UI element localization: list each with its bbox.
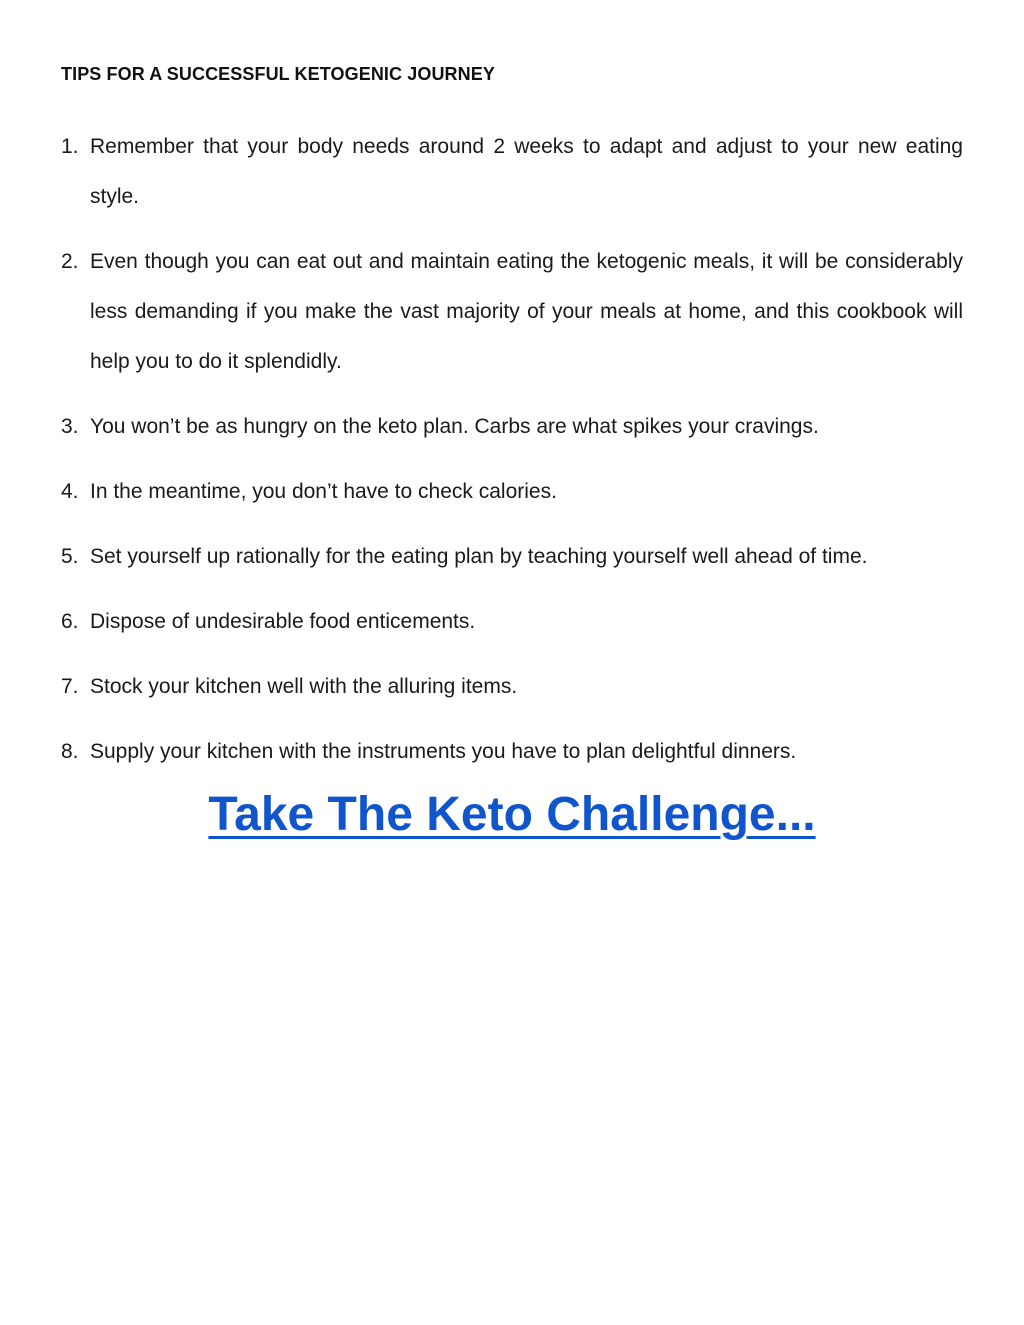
list-item bbox=[61, 122, 963, 222]
tips-list bbox=[61, 122, 963, 792]
list-item bbox=[61, 727, 963, 777]
list-item-number: 8. bbox=[61, 740, 79, 763]
list-item-number: 3. bbox=[61, 415, 79, 438]
list-item-number: 4. bbox=[61, 480, 79, 503]
list-item bbox=[61, 237, 963, 387]
list-item bbox=[61, 467, 963, 517]
list-item-text: In the meantime, you don’t have to check calories. bbox=[90, 480, 557, 503]
list-item-text: You won’t be as hungry on the keto plan. Carbs are what spikes your cravings. bbox=[90, 415, 819, 438]
list-item-text: Set yourself up rationally for the eating plan by teaching yourself well ahead of time. bbox=[90, 545, 868, 568]
list-item bbox=[61, 532, 963, 582]
keto-challenge-link[interactable]: Take The Keto Challenge... bbox=[208, 788, 816, 841]
list-item bbox=[61, 597, 963, 647]
list-item-text: Remember that your body needs around 2 weeks to adapt and adjust to your new eating style. bbox=[90, 135, 963, 208]
cta-container bbox=[0, 787, 1024, 842]
list-item-number: 7. bbox=[61, 675, 79, 698]
list-item-text: Even though you can eat out and maintain eating the ketogenic meals, it will be considerably less demanding if you make the vast majority of your meals at home, and this cookbook will help you to do it splendidly. bbox=[90, 250, 963, 373]
list-item-number: 5. bbox=[61, 545, 79, 568]
list-item-text: Supply your kitchen with the instruments you have to plan delightful dinners. bbox=[90, 740, 797, 763]
page-title: TIPS FOR A SUCCESSFUL KETOGENIC JOURNEY bbox=[61, 64, 495, 84]
list-item bbox=[61, 662, 963, 712]
list-item bbox=[61, 402, 963, 452]
list-item-number: 1. bbox=[61, 135, 79, 158]
list-item-text: Stock your kitchen well with the alluring items. bbox=[90, 675, 518, 698]
list-item-number: 2. bbox=[61, 250, 79, 273]
list-item-number: 6. bbox=[61, 610, 79, 633]
list-item-text: Dispose of undesirable food enticements. bbox=[90, 610, 476, 633]
